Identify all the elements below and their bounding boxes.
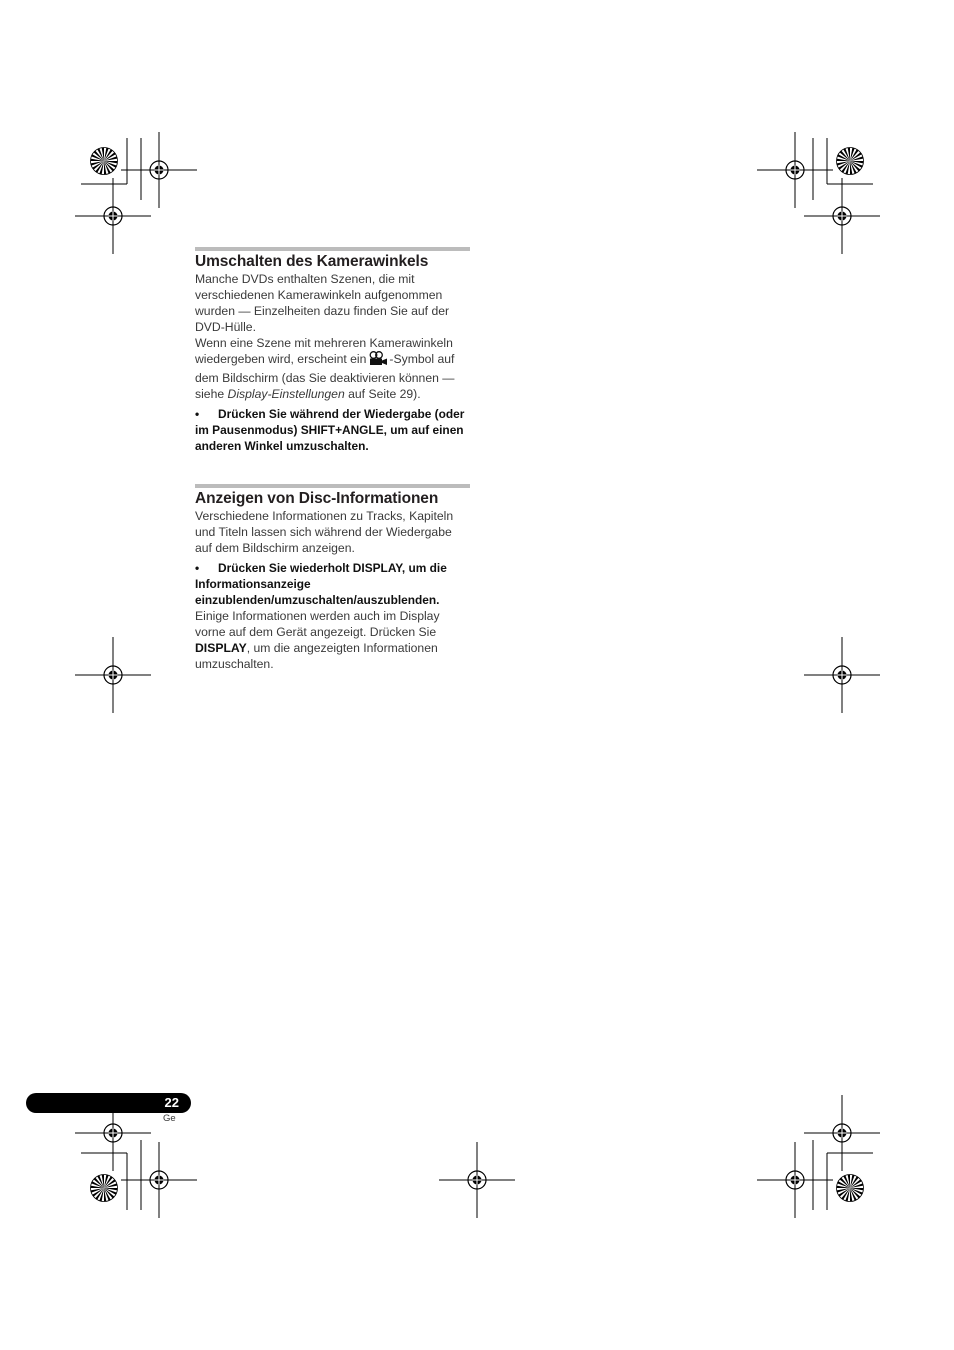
- paragraph: Wenn eine Szene mit mehreren Kamerawinkeln wiedergeben wird, erscheint ein -Symbol auf dem Bildschirm (das Sie deaktivieren können — siehe Display-Einstellungen auf Seite 29).: [195, 336, 455, 401]
- starburst-target-icon: [837, 1175, 864, 1202]
- starburst-target-icon: [91, 148, 118, 175]
- bullet-instruction: • Drücken Sie während der Wiedergabe (oder im Pausenmodus) SHIFT+ANGLE, um auf einen anderen Winkel umzuschalten.: [195, 407, 465, 453]
- section-camera-angle: [195, 247, 470, 454]
- bullet-icon: •: [195, 407, 200, 421]
- bullet-instruction: • Drücken Sie wiederholt DISPLAY, um die Informationsanzeige einzublenden/umzuschalten/auszublenden.: [195, 561, 447, 607]
- paragraph: Verschiedene Informationen zu Tracks, Kapiteln und Titeln lassen sich während der Wiedergabe auf dem Bildschirm anzeigen.: [195, 509, 454, 555]
- section-heading: Anzeigen von Disc-Informationen: [195, 490, 439, 507]
- page-number: 22: [164, 1095, 179, 1110]
- bullet-icon: •: [195, 561, 200, 575]
- section-rule: [195, 484, 470, 488]
- camera-angle-icon: [369, 351, 388, 370]
- page-number-badge: [26, 1093, 191, 1113]
- section-disc-info: [195, 484, 470, 672]
- paragraph: Einige Informationen werden auch im Display vorne auf dem Gerät angezeigt. Drücken Sie DISPLAY, um die angezeigten Informationen umzuschalten.: [195, 609, 440, 671]
- language-code: Ge: [163, 1113, 176, 1124]
- starburst-target-icon: [837, 148, 864, 175]
- section-rule: [195, 247, 470, 251]
- paragraph: Manche DVDs enthalten Szenen, die mit verschiedenen Kamerawinkeln aufgenommen wurden — Einzelheiten dazu finden Sie auf der DVD-Hülle.: [195, 272, 450, 334]
- section-heading: Umschalten des Kamerawinkels: [195, 253, 429, 270]
- starburst-target-icon: [91, 1175, 118, 1202]
